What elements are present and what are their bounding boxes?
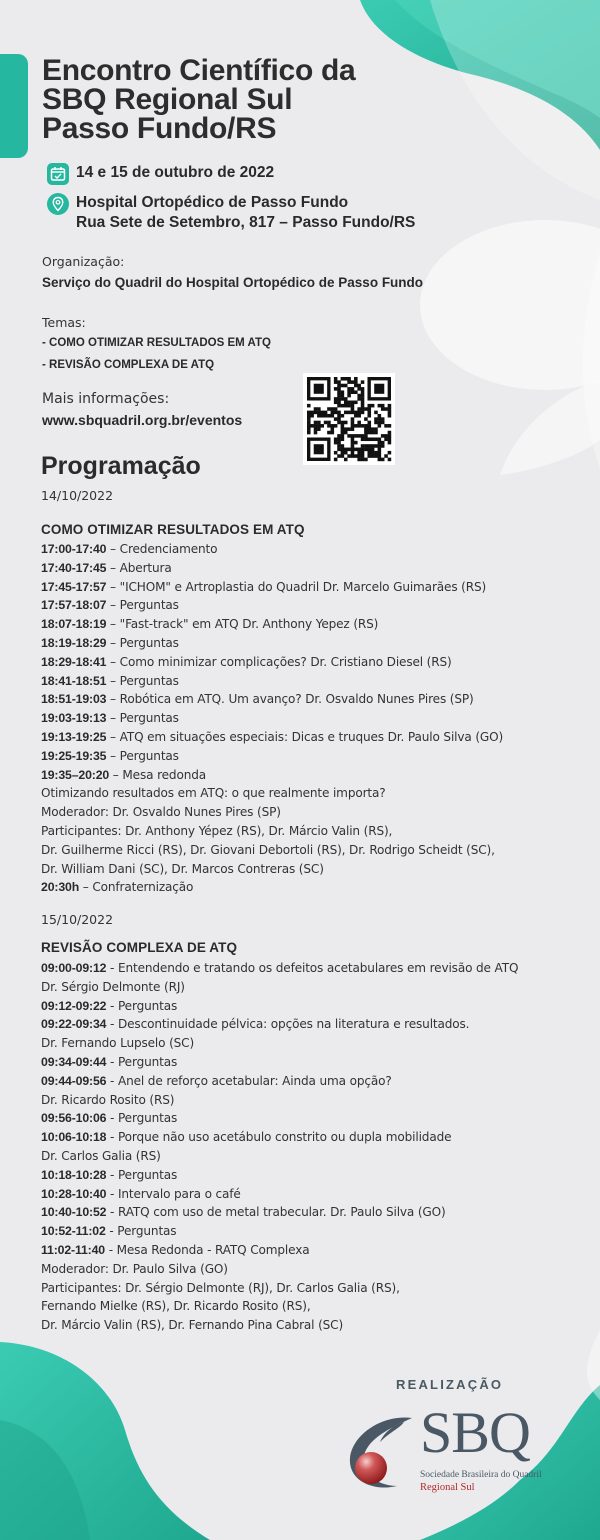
schedule-line xyxy=(41,997,591,1016)
day1-schedule xyxy=(41,540,591,897)
schedule-time: 17:00-17:40 xyxy=(41,542,107,556)
schedule-line xyxy=(41,596,591,615)
schedule-separator: - xyxy=(106,1130,118,1145)
schedule-description: Participantes: Dr. Anthony Yépez (RS), Dr. Márcio Valin (RS), xyxy=(41,823,393,838)
schedule-time: 09:22-09:34 xyxy=(41,1017,107,1032)
schedule-description: Como minimizar complicações? Dr. Cristiano Diesel (RS) xyxy=(119,654,452,669)
schedule-description: Otimizando resultados em ATQ: o que realmente importa? xyxy=(41,786,386,801)
schedule-description: Dr. William Dani (SC), Dr. Marcos Contreras (SC) xyxy=(41,861,324,876)
schedule-line xyxy=(41,1297,591,1316)
mais-info-label: Mais informações: xyxy=(42,391,170,407)
location-pin-icon xyxy=(47,193,69,219)
sbq-logo xyxy=(342,1400,582,1540)
schedule-time: 19:25-19:35 xyxy=(41,748,107,763)
programacao-heading: Programação xyxy=(41,452,201,480)
event-date: 14 e 15 de outubro de 2022 xyxy=(76,164,275,181)
schedule-time: 09:44-09:56 xyxy=(41,1073,107,1088)
schedule-separator: - xyxy=(106,1073,118,1088)
schedule-line xyxy=(41,1091,591,1110)
schedule-time: 19:35–20:20 xyxy=(41,767,110,782)
day1-date: 14/10/2022 xyxy=(41,488,114,503)
schedule-description: Moderador: Dr. Osvaldo Nunes Pires (SP) xyxy=(41,805,281,820)
tema-item-2: - REVISÃO COMPLEXA DE ATQ xyxy=(42,359,215,371)
venue-address: Rua Sete de Setembro, 817 – Passo Fundo/RS xyxy=(76,214,416,231)
schedule-line xyxy=(41,615,591,634)
schedule-description: ATQ em situações especiais: Dicas e truques Dr. Paulo Silva (GO) xyxy=(119,729,504,744)
schedule-description: Perguntas xyxy=(119,635,179,650)
schedule-time: 18:41-18:51 xyxy=(41,673,107,688)
schedule-description: Perguntas xyxy=(119,673,179,688)
schedule-description: Dr. Carlos Galia (RS) xyxy=(41,1148,161,1163)
schedule-separator: - xyxy=(106,1205,118,1220)
schedule-description: Perguntas xyxy=(117,1111,178,1126)
schedule-separator: – xyxy=(106,711,120,726)
schedule-separator: – xyxy=(106,729,120,744)
schedule-separator: – xyxy=(106,654,120,669)
schedule-description: Descontinuidade pélvica: opções na literatura e resultados. xyxy=(117,1017,470,1032)
schedule-description: Dr. Márcio Valin (RS), Dr. Fernando Pina Cabral (SC) xyxy=(41,1318,344,1333)
schedule-time: 18:07-18:19 xyxy=(41,617,107,632)
schedule-separator: – xyxy=(79,880,93,895)
schedule-line xyxy=(41,1222,591,1241)
schedule-line xyxy=(41,1015,591,1034)
schedule-line xyxy=(41,784,591,803)
schedule-separator: - xyxy=(106,1111,118,1126)
schedule-description: "ICHOM" e Artroplastia do Quadril Dr. Marcelo Guimarães (RS) xyxy=(119,579,487,594)
tema-item-1: - COMO OTIMIZAR RESULTADOS EM ATQ xyxy=(42,337,271,349)
schedule-description: Perguntas xyxy=(119,748,179,763)
schedule-separator: – xyxy=(106,635,120,650)
schedule-description: Perguntas xyxy=(119,598,179,613)
schedule-description: Robótica em ATQ. Um avanço? Dr. Osvaldo Nunes Pires (SP) xyxy=(119,692,474,707)
schedule-time: 11:02-11:40 xyxy=(41,1242,105,1257)
schedule-time: 10:40-10:52 xyxy=(41,1205,107,1220)
schedule-line xyxy=(41,634,591,653)
schedule-line xyxy=(41,672,591,691)
schedule-description: Participantes: Dr. Sérgio Delmonte (RJ), Dr. Carlos Galia (RS), xyxy=(41,1280,400,1295)
schedule-time: 17:40-17:45 xyxy=(41,560,107,575)
schedule-description: Porque não uso acetábulo constrito ou dupla mobilidade xyxy=(117,1130,452,1145)
schedule-separator: - xyxy=(106,1167,118,1182)
schedule-line xyxy=(41,878,591,897)
logo-subtitle: Sociedade Brasileira do Quadril xyxy=(420,1470,542,1480)
schedule-description: Anel de reforço acetabular: Ainda uma opção? xyxy=(117,1073,392,1088)
schedule-line xyxy=(41,709,591,728)
schedule-separator: - xyxy=(106,1054,118,1069)
schedule-separator: – xyxy=(109,767,123,782)
schedule-description: Abertura xyxy=(119,560,172,575)
schedule-time: 09:12-09:22 xyxy=(41,998,107,1013)
schedule-description: Perguntas xyxy=(117,1054,178,1069)
schedule-description: Confraternização xyxy=(92,880,194,895)
schedule-line xyxy=(41,747,591,766)
schedule-description: Perguntas xyxy=(117,1167,178,1182)
schedule-separator: – xyxy=(106,560,120,575)
title-line-2: SBQ Regional Sul xyxy=(42,83,293,116)
schedule-line xyxy=(41,766,591,785)
schedule-time: 10:06-10:18 xyxy=(41,1130,107,1145)
schedule-description: Mesa redonda xyxy=(122,767,206,782)
day1-section-title: COMO OTIMIZAR RESULTADOS EM ATQ xyxy=(41,522,305,537)
schedule-separator: – xyxy=(106,692,120,707)
schedule-separator: – xyxy=(106,542,120,556)
schedule-separator: – xyxy=(106,617,120,632)
schedule-separator: – xyxy=(106,579,120,594)
schedule-description: Entendendo e tratando os defeitos acetabulares em revisão de ATQ xyxy=(117,961,519,975)
schedule-line xyxy=(41,959,591,978)
schedule-line xyxy=(41,559,591,578)
schedule-description: Perguntas xyxy=(119,711,179,726)
schedule-line xyxy=(41,1203,591,1222)
schedule-line xyxy=(41,1166,591,1185)
temas-label: Temas: xyxy=(42,315,86,330)
schedule-line xyxy=(41,1053,591,1072)
logo-regional: Regional Sul xyxy=(420,1482,475,1493)
schedule-separator: – xyxy=(106,673,120,688)
schedule-line xyxy=(41,1260,591,1279)
organizacao-value: Serviço do Quadril do Hospital Ortopédico de Passo Fundo xyxy=(42,275,424,290)
schedule-description: RATQ com uso de metal trabecular. Dr. Paulo Silva (GO) xyxy=(117,1205,446,1220)
schedule-line xyxy=(41,822,591,841)
schedule-separator: - xyxy=(105,1224,118,1239)
schedule-time: 20:30h xyxy=(41,880,80,895)
qr-code-icon xyxy=(303,373,395,465)
schedule-time: 17:45-17:57 xyxy=(41,579,107,594)
schedule-separator: - xyxy=(106,1017,118,1032)
schedule-time: 09:56-10:06 xyxy=(41,1111,107,1126)
schedule-description: Mesa Redonda - RATQ Complexa xyxy=(116,1242,310,1257)
title-accent-tab xyxy=(0,54,28,158)
schedule-separator: – xyxy=(106,598,120,613)
schedule-description: Intervalo para o café xyxy=(117,1186,241,1201)
schedule-time: 19:13-19:25 xyxy=(41,729,107,744)
schedule-separator: - xyxy=(106,1186,118,1201)
schedule-line xyxy=(41,1072,591,1091)
organizacao-label: Organização: xyxy=(42,254,125,269)
schedule-line xyxy=(41,860,591,879)
day2-schedule xyxy=(41,959,591,1335)
schedule-time: 09:00-09:12 xyxy=(41,961,107,975)
schedule-time: 10:52-11:02 xyxy=(41,1224,106,1239)
schedule-line xyxy=(41,1147,591,1166)
venue-name: Hospital Ortopédico de Passo Fundo xyxy=(76,194,349,211)
schedule-separator: - xyxy=(106,998,118,1013)
schedule-time: 18:51-19:03 xyxy=(41,692,107,707)
schedule-description: Dr. Sérgio Delmonte (RJ) xyxy=(41,979,185,994)
schedule-description: Dr. Fernando Lupselo (SC) xyxy=(41,1036,195,1051)
event-title xyxy=(42,56,462,143)
title-line-1: Encontro Científico da xyxy=(42,54,356,87)
schedule-line xyxy=(41,803,591,822)
mais-info-url[interactable]: www.sbquadril.org.br/eventos xyxy=(42,412,243,428)
schedule-line xyxy=(41,578,591,597)
schedule-line xyxy=(41,1128,591,1147)
schedule-separator: - xyxy=(105,1242,117,1257)
schedule-line xyxy=(41,1185,591,1204)
schedule-line xyxy=(41,978,591,997)
schedule-line xyxy=(41,1034,591,1053)
day2-section-title: REVISÃO COMPLEXA DE ATQ xyxy=(41,940,238,955)
day2-date: 15/10/2022 xyxy=(41,912,114,927)
schedule-separator: – xyxy=(106,748,120,763)
title-line-3: Passo Fundo/RS xyxy=(42,112,277,145)
schedule-line xyxy=(41,690,591,709)
schedule-line xyxy=(41,1279,591,1298)
schedule-description: Moderador: Dr. Paulo Silva (GO) xyxy=(41,1261,228,1276)
schedule-time: 10:28-10:40 xyxy=(41,1186,107,1201)
schedule-description: Dr. Guilherme Ricci (RS), Dr. Giovani Debortoli (RS), Dr. Rodrigo Scheidt (SC), xyxy=(41,842,495,857)
schedule-line xyxy=(41,540,591,559)
schedule-description: Credenciamento xyxy=(119,542,218,556)
logo-text: SBQ xyxy=(420,1400,530,1465)
schedule-line xyxy=(41,1316,591,1335)
schedule-time: 18:29-18:41 xyxy=(41,654,107,669)
schedule-description: Perguntas xyxy=(117,998,178,1013)
schedule-description: Fernando Mielke (RS), Dr. Ricardo Rosito (RS), xyxy=(41,1299,311,1314)
schedule-time: 18:19-18:29 xyxy=(41,635,107,650)
schedule-line xyxy=(41,728,591,747)
schedule-line xyxy=(41,841,591,860)
realizacao-label: REALIZAÇÃO xyxy=(396,1377,504,1392)
schedule-time: 19:03-19:13 xyxy=(41,711,107,726)
schedule-time: 10:18-10:28 xyxy=(41,1167,107,1182)
calendar-icon xyxy=(47,163,69,189)
schedule-description: Perguntas xyxy=(117,1224,177,1239)
schedule-line xyxy=(41,653,591,672)
schedule-line xyxy=(41,1241,591,1260)
schedule-line xyxy=(41,1109,591,1128)
schedule-separator: - xyxy=(106,961,118,975)
schedule-time: 17:57-18:07 xyxy=(41,598,107,613)
schedule-description: Dr. Ricardo Rosito (RS) xyxy=(41,1092,175,1107)
schedule-description: "Fast-track" em ATQ Dr. Anthony Yepez (RS) xyxy=(119,617,379,632)
schedule-time: 09:34-09:44 xyxy=(41,1054,107,1069)
